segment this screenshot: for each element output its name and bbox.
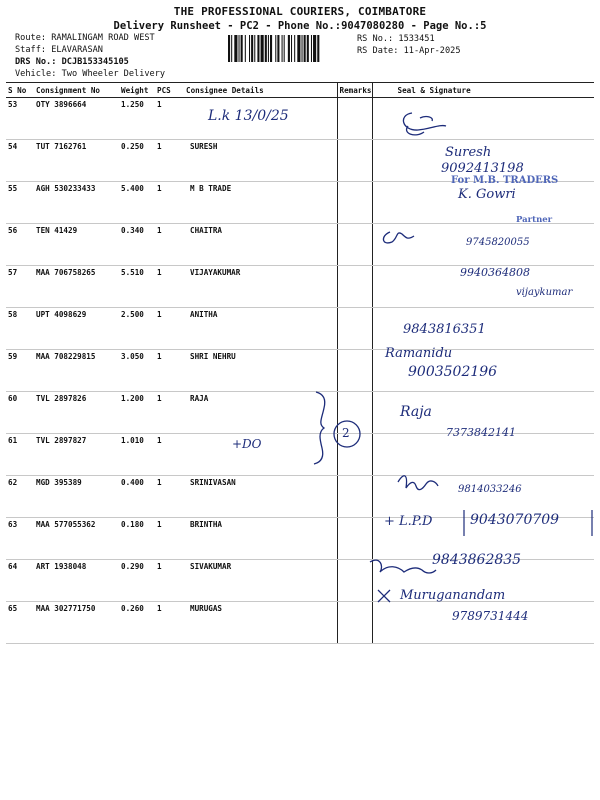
col-header-consignee: Consignee Details	[184, 83, 337, 98]
cell-remarks	[337, 98, 372, 140]
barcode-bar	[311, 35, 312, 62]
cell-remarks	[337, 182, 372, 224]
cell-consignee: RAJA	[184, 392, 337, 434]
row54-handwritten-phone: 9092413198	[441, 161, 524, 176]
cell-weight: 0.290	[119, 560, 155, 602]
cell-weight: 0.250	[119, 140, 155, 182]
row61-circled-number: 2	[342, 426, 350, 440]
barcode-bar	[313, 35, 316, 62]
cell-pcs: 1	[155, 140, 184, 182]
cell-consignment: AGH 530233433	[34, 182, 119, 224]
cell-pcs: 1	[155, 602, 184, 644]
row65-handwritten-name: Muruganandam	[400, 588, 506, 603]
cell-consignment: MGD 395389	[34, 476, 119, 518]
cell-remarks	[337, 140, 372, 182]
barcode-bar	[317, 35, 319, 62]
row57-handwritten-phone: 9940364808	[460, 266, 530, 279]
cell-consignment: MAA 706758265	[34, 266, 119, 308]
cell-consignment: MAA 302771750	[34, 602, 119, 644]
row55-signature: K. Gowri	[458, 187, 516, 202]
cell-consignee: MURUGAS	[184, 602, 337, 644]
table-row	[6, 308, 594, 350]
barcode-bar	[304, 35, 306, 62]
cell-pcs: 1	[155, 266, 184, 308]
vehicle-line	[15, 69, 165, 79]
cell-consignee: SHRI NEHRU	[184, 350, 337, 392]
rs-date-line	[357, 46, 461, 56]
cell-remarks	[337, 476, 372, 518]
cell-remarks	[337, 350, 372, 392]
page-title: THE PROFESSIONAL COURIERS, COIMBATORE	[173, 5, 427, 18]
cell-remarks	[337, 266, 372, 308]
barcode-bar	[284, 35, 285, 62]
cell-sno: 61	[6, 434, 34, 476]
barcode-bar	[257, 35, 259, 62]
cell-weight: 3.050	[119, 350, 155, 392]
cell-weight: 5.400	[119, 182, 155, 224]
trader-stamp-text: For M.B. TRADERS	[451, 175, 559, 186]
staff-line	[15, 45, 103, 55]
cell-pcs: 1	[155, 224, 184, 266]
cell-consignment: MAA 708229815	[34, 350, 119, 392]
cell-weight: 5.510	[119, 266, 155, 308]
barcode-bar	[294, 35, 295, 62]
table-row	[6, 98, 594, 140]
barcode-bar	[268, 35, 269, 62]
cell-pcs: 1	[155, 182, 184, 224]
table-row	[6, 350, 594, 392]
cell-pcs: 1	[155, 392, 184, 434]
barcode-bar	[254, 35, 255, 62]
cell-consignment: TVL 2897827	[34, 434, 119, 476]
barcode	[228, 35, 352, 62]
rs-no-line	[357, 34, 435, 44]
cell-pcs: 1	[155, 476, 184, 518]
cell-weight: 0.340	[119, 224, 155, 266]
cell-consignee: M B TRADE	[184, 182, 337, 224]
cell-pcs: 1	[155, 560, 184, 602]
cell-consignee: SURESH	[184, 140, 337, 182]
col-header-remarks: Remarks	[337, 83, 372, 98]
cell-pcs: 1	[155, 518, 184, 560]
cell-pcs: 1	[155, 350, 184, 392]
col-header-consignment: Consignment No	[34, 83, 119, 98]
cell-consignee: ANITHA	[184, 308, 337, 350]
barcode-bar	[307, 35, 309, 62]
barcode-bar	[234, 35, 237, 62]
barcode-bar	[265, 35, 267, 62]
cell-consignee: CHAITRA	[184, 224, 337, 266]
cell-consignee: SIVAKUMAR	[184, 560, 337, 602]
cell-sno: 60	[6, 392, 34, 434]
cell-sno: 65	[6, 602, 34, 644]
cell-sno: 56	[6, 224, 34, 266]
trader-stamp-partner: Partner	[516, 215, 553, 225]
cell-weight: 0.260	[119, 602, 155, 644]
row60-handwritten-name: Raja	[400, 404, 432, 420]
row65-handwritten-phone: 9789731444	[452, 609, 529, 623]
staff-label: Staff:	[15, 45, 47, 55]
rs-date-value: 11-Apr-2025	[403, 46, 461, 56]
cell-weight: 0.400	[119, 476, 155, 518]
drs-value: DCJB153345105	[61, 57, 129, 67]
vehicle-value: Two Wheeler Delivery	[61, 69, 166, 79]
cell-sno: 62	[6, 476, 34, 518]
cell-weight: 1.010	[119, 434, 155, 476]
cell-signature	[372, 434, 594, 476]
vehicle-label: Vehicle:	[15, 69, 57, 79]
cell-consignment: TEN 41429	[34, 224, 119, 266]
cell-consignee: SRINIVASAN	[184, 476, 337, 518]
barcode-bar	[231, 35, 232, 62]
row62-handwritten-phone: 9814033246	[458, 484, 522, 495]
table-header-row	[6, 83, 594, 98]
cell-weight: 1.200	[119, 392, 155, 434]
cell-sno: 63	[6, 518, 34, 560]
cell-remarks	[337, 560, 372, 602]
cell-consignment: UPT 4098629	[34, 308, 119, 350]
cell-consignment: TUT 7162761	[34, 140, 119, 182]
cell-pcs: 1	[155, 308, 184, 350]
cell-consignee: BRINTHA	[184, 518, 337, 560]
row54-handwritten-name: Suresh	[445, 145, 492, 160]
barcode-bar	[297, 35, 300, 62]
row57-handwritten-name: vijaykumar	[516, 287, 573, 298]
cell-consignment: MAA 577055362	[34, 518, 119, 560]
cell-pcs: 1	[155, 434, 184, 476]
barcode-bar	[270, 35, 272, 62]
route-value: RAMALINGAM ROAD WEST	[51, 33, 155, 43]
cell-weight: 0.180	[119, 518, 155, 560]
barcode-bar	[302, 35, 303, 62]
row58-handwritten-phone: 9843816351	[403, 322, 486, 337]
cell-sno: 57	[6, 266, 34, 308]
cell-weight: 1.250	[119, 98, 155, 140]
cell-signature	[372, 98, 594, 140]
cell-sno: 53	[6, 98, 34, 140]
cell-consignee: VIJAYAKUMAR	[184, 266, 337, 308]
row56-handwritten-phone: 9745820055	[466, 237, 530, 248]
barcode-bar	[249, 35, 250, 62]
row59-handwritten-phone: 9003502196	[408, 364, 498, 380]
cell-weight: 2.500	[119, 308, 155, 350]
col-header-signature: Seal & Signature	[372, 83, 594, 98]
row61-handwritten-phone: 7373842141	[446, 426, 516, 439]
barcode-bar	[241, 35, 243, 62]
cell-consignment: ART 1938048	[34, 560, 119, 602]
barcode-bar	[228, 35, 230, 62]
col-header-weight: Weight	[119, 83, 155, 98]
cell-remarks	[337, 518, 372, 560]
barcode-bar	[288, 35, 290, 62]
barcode-bar	[282, 35, 283, 62]
cell-sno: 55	[6, 182, 34, 224]
cell-sno: 54	[6, 140, 34, 182]
row61-note: +DO	[232, 437, 262, 451]
barcode-bar	[291, 35, 292, 62]
cell-remarks	[337, 224, 372, 266]
barcode-bar	[245, 35, 246, 62]
cell-remarks	[337, 602, 372, 644]
row59-handwritten-name: Ramanidu	[385, 346, 453, 361]
page-subtitle: Delivery Runsheet - PC2 - Phone No.:9047080280 - Page No.:5	[113, 20, 487, 32]
route-line	[15, 33, 155, 43]
route-label: Route:	[15, 33, 47, 43]
cell-remarks	[337, 308, 372, 350]
barcode-bar	[275, 35, 276, 62]
table-row	[6, 434, 594, 476]
row64-handwritten-phone: 9843862835	[432, 552, 522, 568]
col-header-sno: S No	[6, 83, 34, 98]
rs-no-label: RS No.:	[357, 34, 394, 44]
cell-sno: 59	[6, 350, 34, 392]
row63-handwritten-phone: 9043070709	[470, 512, 560, 528]
cell-sno: 64	[6, 560, 34, 602]
col-header-pcs: PCS	[155, 83, 184, 98]
drs-line	[15, 57, 129, 67]
staff-value: ELAVARASAN	[51, 45, 103, 55]
cell-consignment: OTY 3896664	[34, 98, 119, 140]
rs-date-label: RS Date:	[357, 46, 399, 56]
row63-note: + L.P.D	[384, 514, 433, 529]
barcode-bar	[277, 35, 279, 62]
row53-note: L.k 13/0/25	[208, 108, 289, 124]
barcode-bar	[261, 35, 264, 62]
drs-label: DRS No.:	[15, 57, 57, 67]
cell-pcs: 1	[155, 98, 184, 140]
barcode-bar	[239, 35, 240, 62]
cell-consignment: TVL 2897826	[34, 392, 119, 434]
barcode-bar	[251, 35, 253, 62]
rs-no-value: 1533451	[398, 34, 435, 44]
cell-sno: 58	[6, 308, 34, 350]
